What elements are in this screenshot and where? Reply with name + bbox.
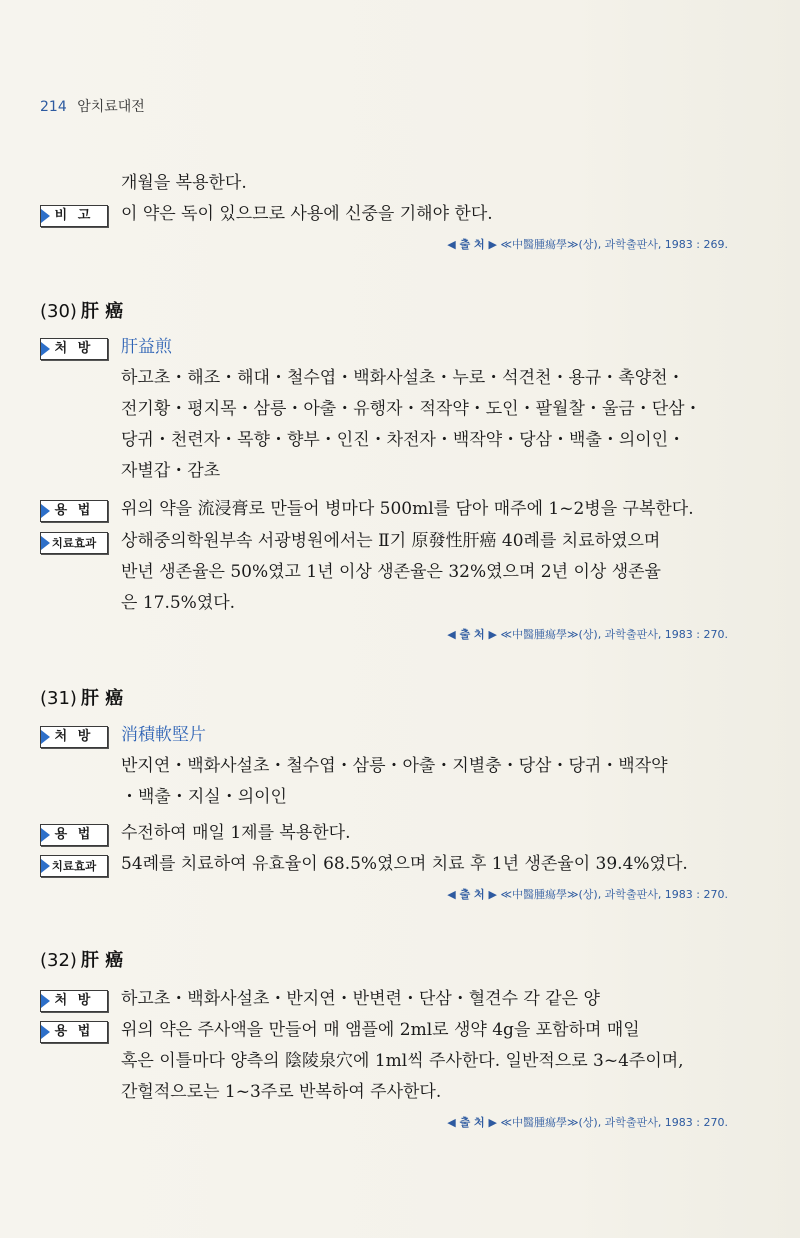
yongbeop-label: 용 법 [40, 500, 108, 522]
triangle-icon [41, 1025, 50, 1039]
book-title: 암치료대전 [77, 99, 145, 115]
source-citation: ◀ 출 처 ▶ ≪中醫腫瘍學≫(상), 과학출판사, 1983 : 269. [447, 238, 728, 251]
usage-row [40, 494, 760, 525]
effect-line: 은 17.5%였다. [121, 593, 236, 613]
ingredient-line: 반지연・백화사설초・철수엽・삼릉・아출・지별충・당삼・당귀・백작약 [121, 756, 668, 776]
bigo-text: 이 약은 독이 있으므로 사용에 신중을 기해야 한다. [121, 204, 493, 224]
page-number: 214 [40, 99, 67, 115]
effect-line: 상해중의학원부속 서광병원에서는 Ⅱ기 原發性肝癌 40례를 치료하였으며 [121, 531, 661, 551]
bigo-row [40, 199, 760, 230]
ingredient-line: 자별갑・감초 [121, 461, 221, 481]
usage-row [40, 1015, 760, 1108]
effect-line: 반년 생존율은 50%였고 1년 이상 생존율은 32%였으며 2년 이상 생존율 [121, 562, 661, 582]
triangle-icon [41, 730, 50, 744]
chiryo-label: 치료효과 [40, 855, 108, 877]
triangle-icon [41, 828, 50, 842]
usage-row [40, 818, 760, 849]
prescription-row [40, 332, 760, 487]
triangle-icon [41, 994, 50, 1008]
triangle-icon [41, 209, 50, 223]
cheobang-label: 처 방 [40, 338, 108, 360]
prescription-row [40, 720, 760, 813]
usage-line: 혹은 이틀마다 양측의 陰陵泉穴에 1ml씩 주사한다. 일반적으로 3~4주이며, [121, 1051, 684, 1071]
prescription-name: 肝益煎 [121, 337, 172, 357]
section-heading-31: (31) 肝 癌 [40, 688, 124, 709]
triangle-icon [41, 536, 50, 550]
effect-text: 54례를 치료하여 유효율이 68.5%였으며 치료 후 1년 생존율이 39.4%였다. [121, 854, 688, 874]
chiryo-label: 치료효과 [40, 532, 108, 554]
prescription-row [40, 984, 760, 1015]
prescription-name: 消積軟堅片 [121, 725, 206, 745]
prescription-text: 하고초・백화사설초・반지연・반변련・단삼・혈견수 각 같은 양 [121, 989, 600, 1009]
yongbeop-label: 용 법 [40, 1021, 108, 1043]
usage-text: 위의 약을 流浸膏로 만들어 병마다 500ml를 담아 매주에 1~2병을 구복한다. [121, 499, 694, 519]
triangle-icon [41, 504, 50, 518]
section-heading-30: (30) 肝 癌 [40, 301, 124, 322]
usage-text: 수전하여 매일 1제를 복용한다. [121, 823, 351, 843]
ingredient-line: ・백출・지실・의이인 [121, 787, 287, 807]
triangle-icon [41, 342, 50, 356]
running-head [40, 96, 145, 116]
section-heading-32: (32) 肝 癌 [40, 950, 124, 971]
intro-line: 개월을 복용한다. [121, 173, 247, 193]
source-citation: ◀ 출 처 ▶ ≪中醫腫瘍學≫(상), 과학출판사, 1983 : 270. [447, 1116, 728, 1129]
usage-line: 간헐적으로는 1~3주로 반복하여 주사한다. [121, 1082, 442, 1102]
source-citation: ◀ 출 처 ▶ ≪中醫腫瘍學≫(상), 과학출판사, 1983 : 270. [447, 628, 728, 641]
effect-row [40, 849, 760, 880]
ingredient-line: 하고초・해조・해대・철수엽・백화사설초・누로・석견천・용규・촉양천・ [121, 368, 685, 388]
effect-row [40, 526, 760, 619]
ingredient-line: 당귀・천련자・목향・향부・인진・차전자・백작약・당삼・백출・의이인・ [121, 430, 686, 450]
bigo-label: 비 고 [40, 205, 108, 227]
ingredient-line: 전기황・평지목・삼릉・아출・유행자・적작약・도인・팔월찰・울금・단삼・ [121, 399, 702, 419]
triangle-icon [41, 859, 50, 873]
usage-line: 위의 약은 주사액을 만들어 매 앰플에 2ml로 생약 4g을 포함하며 매일 [121, 1020, 640, 1040]
cheobang-label: 처 방 [40, 990, 108, 1012]
cheobang-label: 처 방 [40, 726, 108, 748]
source-citation: ◀ 출 처 ▶ ≪中醫腫瘍學≫(상), 과학출판사, 1983 : 270. [447, 888, 728, 901]
yongbeop-label: 용 법 [40, 824, 108, 846]
